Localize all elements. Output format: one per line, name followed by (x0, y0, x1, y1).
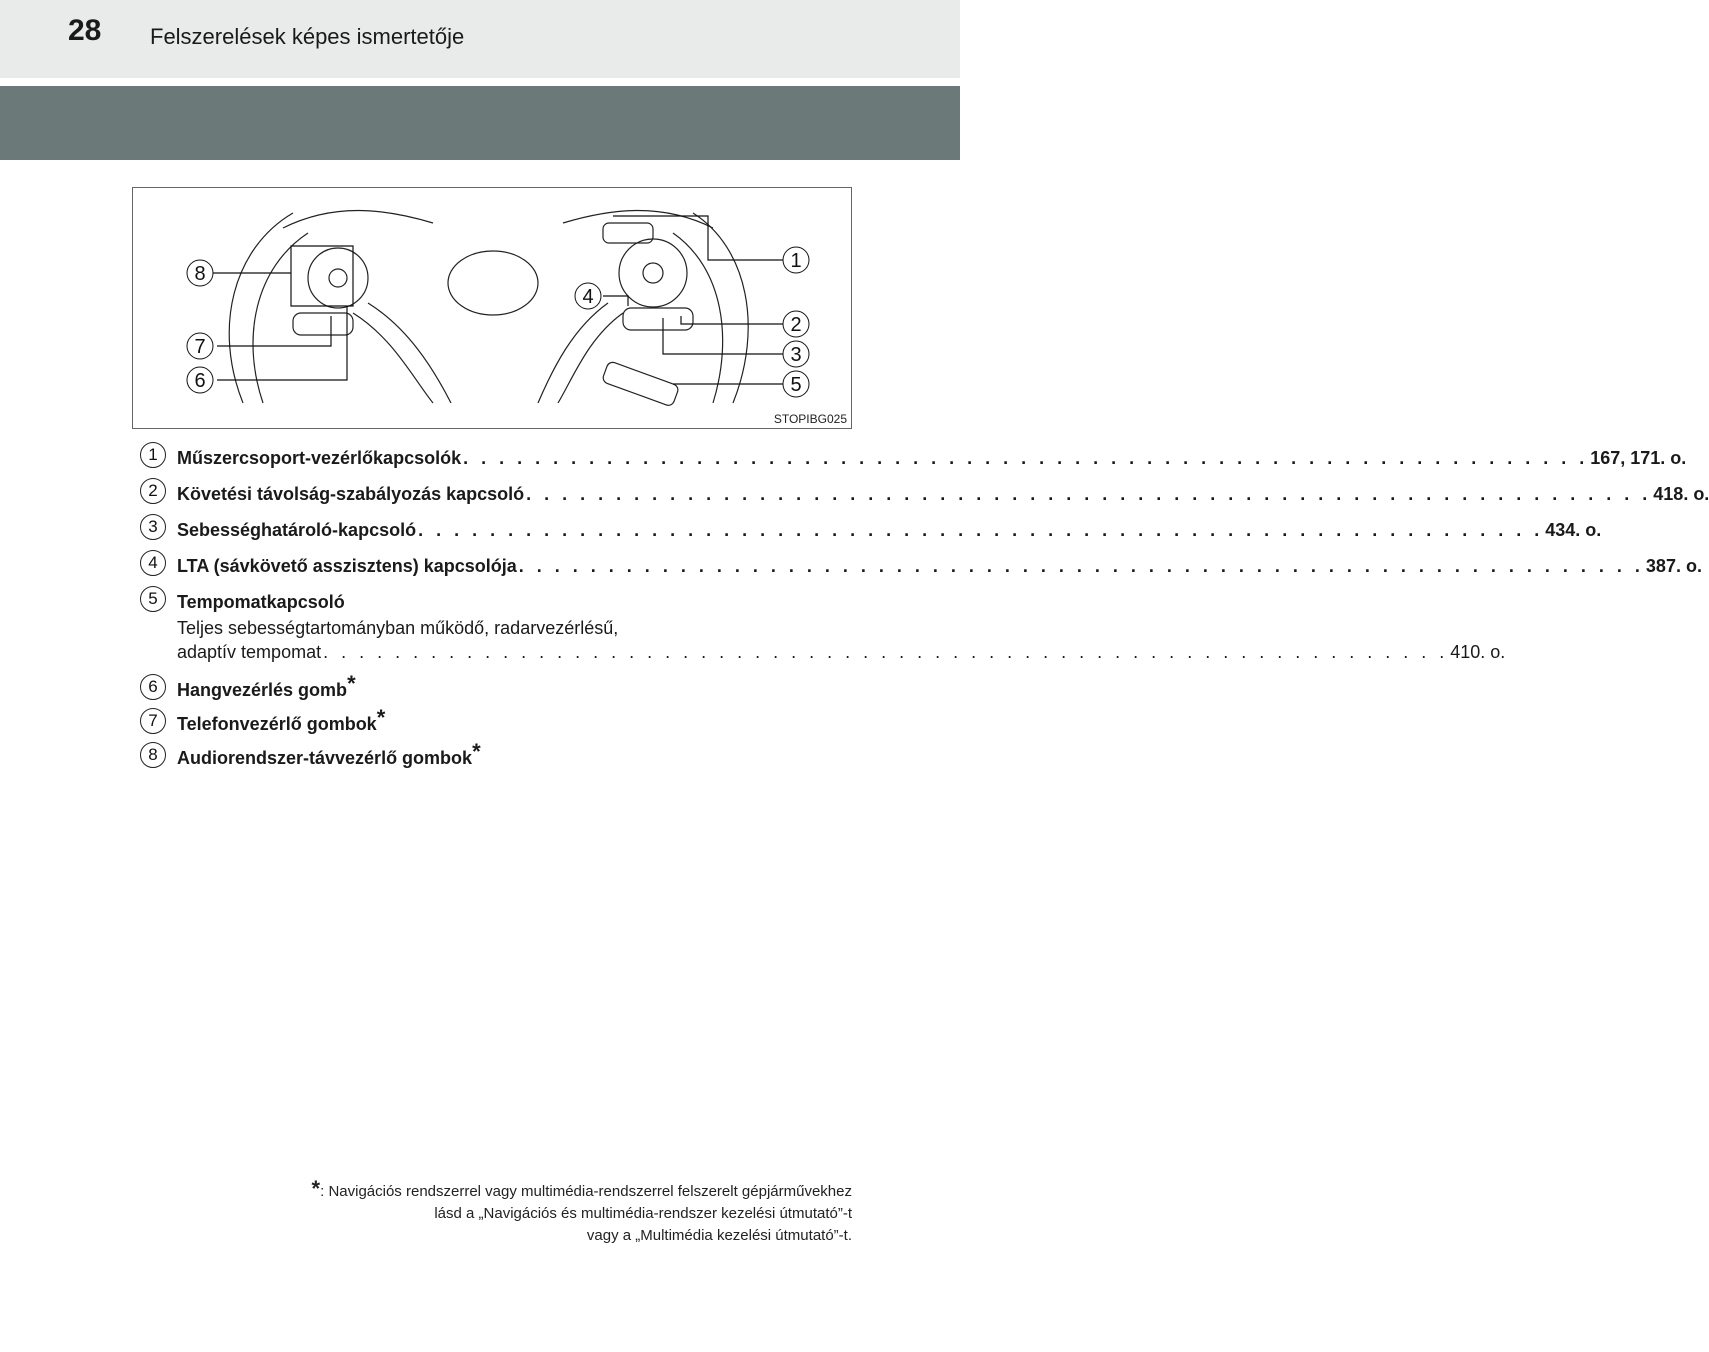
asterisk-mark: * (472, 739, 481, 764)
item-page-ref: 167, 171. o. (1590, 448, 1687, 468)
callout-8: 8 (194, 263, 206, 285)
footnote-line-3: vagy a „Multimédia kezelési útmutató”-t. (586, 1227, 852, 1244)
leader-dots: . . . . . . . . . . . . . . . . . . . . . . . . . . . . . . . . . . . . . . . . . . . . . . . . . . . . . . . . . . . . . . . (463, 448, 1589, 468)
footnote (132, 1178, 852, 1247)
steering-wheel-figure (132, 187, 852, 429)
item-label: Audiorendszer-távvezérlő gombok (177, 748, 473, 768)
leader-dots: . . . . . . . . . . . . . . . . . . . . . . . . . . . . . . . . . . . . . . . . . . . . . . . . . . . . . . . . . . . . . . . (526, 484, 1652, 504)
item-label: Telefonvezérlő gombok (177, 714, 377, 734)
item-number-badge: 4 (140, 550, 166, 576)
leader-dots: . . . . . . . . . . . . . . . . . . . . . . . . . . . . . . . . . . . . . . . . . . . . . . . . . . . . . . . . . . . . . . . (418, 520, 1544, 540)
distance-limiter-buttons (623, 308, 693, 330)
leader-dots: . . . . . . . . . . . . . . . . . . . . . . . . . . . . . . . . . . . . . . . . . . . . . . . . . . . . . . . . . . . . . . . (518, 556, 1644, 576)
header-band (0, 86, 960, 160)
item-number-badge: 5 (140, 586, 166, 612)
callout-4: 4 (582, 286, 594, 308)
spoke-right (558, 313, 623, 403)
callout-6: 6 (194, 370, 206, 392)
wheel-rim-left-inner (253, 233, 308, 403)
figure-code: STOPIBG025 (773, 412, 847, 426)
steering-wheel-illustration (133, 188, 851, 428)
cruise-lever (602, 361, 680, 407)
item-page-ref: 434. o. (1545, 520, 1602, 540)
item-number-badge: 7 (140, 708, 166, 734)
page-number: 28 (68, 14, 102, 47)
item-label: Hangvezérlés gomb (177, 680, 348, 700)
item-label: Tempomatkapcsoló (177, 592, 345, 612)
header-bar (0, 0, 960, 78)
callout-5: 5 (790, 374, 802, 396)
item-number-badge: 2 (140, 478, 166, 504)
footnote-asterisk: * (311, 1176, 321, 1201)
item-number-badge: 3 (140, 514, 166, 540)
item-number-badge: 8 (140, 742, 166, 768)
wheel-rim-left-outer (229, 213, 293, 403)
leader-dots: . . . . . . . . . . . . . . . . . . . . . . . . . . . . . . . . . . . . . . . . . . . . . . . . . . . . . . . . . . . . . . . (323, 642, 1449, 662)
item-number-badge: 6 (140, 674, 166, 700)
asterisk-mark: * (347, 671, 356, 696)
item-label: Műszercsoport-vezérlőkapcsolók (177, 448, 462, 468)
item-page-ref: 410. o. (1450, 642, 1506, 662)
section-title: Felszerelések képes ismertetője (150, 24, 465, 49)
callout-3: 3 (790, 344, 802, 366)
item-label: LTA (sávkövető asszisztens) kapcsolója (177, 556, 517, 576)
item-page-ref: 387. o. (1645, 556, 1702, 576)
item-label: Követési távolság-szabályozás kapcsoló (177, 484, 525, 504)
item-label: Sebességhatároló-kapcsoló (177, 520, 417, 540)
item-sublabel: Teljes sebességtartományban működő, radarvezérlésű, (177, 618, 619, 638)
item-page-ref: 418. o. (1653, 484, 1709, 504)
callout-7: 7 (194, 336, 206, 358)
spoke-left (353, 313, 433, 403)
phone-buttons (293, 313, 353, 335)
meter-control-pad (619, 239, 687, 307)
audio-control-pad (308, 248, 368, 308)
wheel-rim-right-outer (693, 213, 748, 403)
callout-1: 1 (790, 250, 802, 272)
footnote-line-2: lásd a „Navigációs és multimédia-rendszer kezelési útmutató”-t (434, 1205, 852, 1222)
footnote-line-1: : Navigációs rendszerrel vagy multimédia-rendszerrel felszerelt gépjárművekhez (320, 1183, 852, 1200)
item-sublabel: adaptív tempomat (177, 642, 322, 662)
asterisk-mark: * (376, 705, 386, 730)
item-number-badge: 1 (140, 442, 166, 468)
steering-hub-emblem (448, 251, 538, 315)
callout-2: 2 (790, 314, 802, 336)
